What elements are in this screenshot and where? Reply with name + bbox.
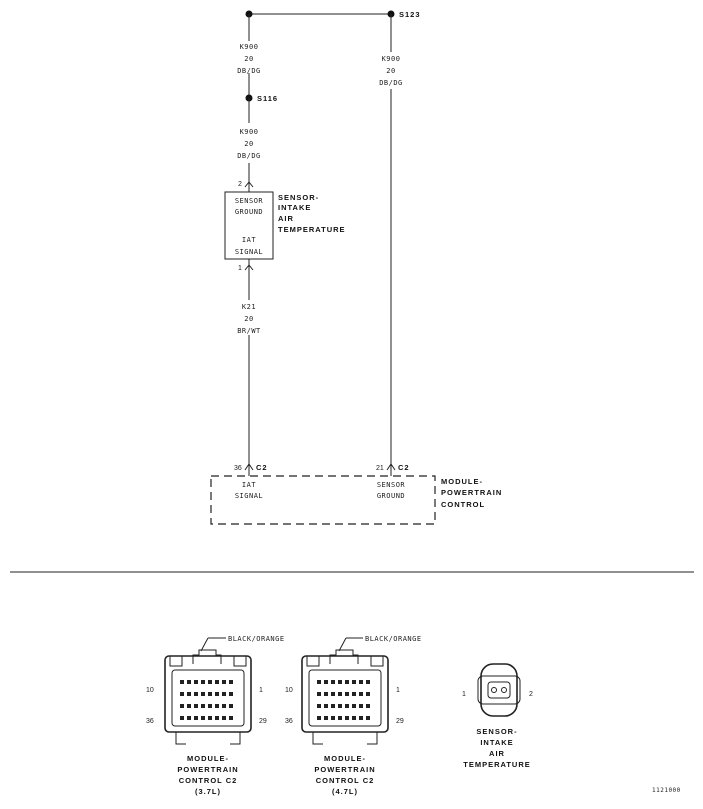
svg-text:20: 20 bbox=[244, 55, 254, 63]
svg-text:POWERTRAIN: POWERTRAIN bbox=[314, 765, 376, 774]
svg-text:SENSOR: SENSOR bbox=[376, 481, 406, 489]
wire-label-k900-upper bbox=[237, 43, 261, 75]
svg-text:BR/WT: BR/WT bbox=[237, 327, 261, 335]
pcm-conn-right: C2 bbox=[398, 463, 410, 472]
svg-text:GROUND: GROUND bbox=[234, 208, 264, 216]
splice-s116-label: S116 bbox=[257, 94, 279, 103]
pin-1: 1 bbox=[259, 687, 263, 694]
iat-sensor-component bbox=[225, 181, 346, 272]
pin-36: 36 bbox=[285, 718, 293, 725]
svg-text:K900: K900 bbox=[381, 55, 401, 63]
svg-text:GROUND: GROUND bbox=[376, 492, 406, 500]
connector-latch bbox=[193, 650, 221, 664]
svg-text:DB/DG: DB/DG bbox=[237, 152, 261, 160]
svg-text:INTAKE: INTAKE bbox=[480, 738, 514, 747]
svg-text:AIR: AIR bbox=[278, 214, 294, 223]
svg-text:K21: K21 bbox=[241, 303, 257, 311]
svg-text:SIGNAL: SIGNAL bbox=[234, 492, 264, 500]
pin-29: 29 bbox=[396, 718, 404, 725]
connector-color-label: BLACK/ORANGE bbox=[228, 635, 285, 643]
iat-pin-1: 1 bbox=[238, 265, 242, 272]
svg-text:MODULE-: MODULE- bbox=[441, 477, 483, 486]
svg-text:20: 20 bbox=[244, 315, 254, 323]
wiring-section bbox=[211, 10, 502, 524]
svg-text:DB/DG: DB/DG bbox=[237, 67, 261, 75]
pin-36: 36 bbox=[146, 718, 154, 725]
svg-text:DB/DG: DB/DG bbox=[379, 79, 403, 87]
connector-view-4-7l bbox=[285, 635, 422, 796]
sensor-pin-1: 1 bbox=[462, 691, 466, 698]
pcm-conn-left: C2 bbox=[256, 463, 268, 472]
pin-29: 29 bbox=[259, 718, 267, 725]
iat-sensor-title bbox=[278, 193, 346, 234]
svg-text:TEMPERATURE: TEMPERATURE bbox=[463, 760, 531, 769]
pcm-component bbox=[211, 460, 502, 524]
pcm-pin-36: 36 bbox=[234, 465, 242, 472]
pcm-title bbox=[441, 477, 502, 509]
svg-text:POWERTRAIN: POWERTRAIN bbox=[441, 488, 503, 497]
svg-text:MODULE-: MODULE- bbox=[187, 754, 229, 763]
sensor-connector-view bbox=[462, 664, 533, 769]
sensor-connector-caption bbox=[463, 727, 531, 769]
svg-text:K900: K900 bbox=[239, 43, 259, 51]
splice-s123-label: S123 bbox=[399, 10, 421, 19]
connector-caption bbox=[177, 754, 238, 796]
svg-text:MODULE-: MODULE- bbox=[324, 754, 366, 763]
svg-text:TEMPERATURE: TEMPERATURE bbox=[278, 225, 346, 234]
iat-pin-2: 2 bbox=[238, 181, 242, 188]
svg-text:SENSOR-: SENSOR- bbox=[476, 727, 518, 736]
connector-latch bbox=[330, 650, 358, 664]
svg-text:SENSOR: SENSOR bbox=[234, 197, 264, 205]
svg-text:(3.7L): (3.7L) bbox=[194, 787, 222, 796]
svg-text:CONTROL C2: CONTROL C2 bbox=[178, 776, 238, 785]
svg-text:20: 20 bbox=[244, 140, 254, 148]
pin-array bbox=[180, 680, 233, 720]
figure-id: 1121000 bbox=[652, 787, 681, 794]
connector-view-3-7l bbox=[146, 635, 285, 796]
wire-label-k900-right bbox=[379, 55, 403, 87]
svg-text:(4.7L): (4.7L) bbox=[331, 787, 359, 796]
svg-text:IAT: IAT bbox=[241, 236, 257, 244]
wire-label-k900-lower bbox=[237, 128, 261, 160]
connector-color-label: BLACK/ORANGE bbox=[365, 635, 422, 643]
pcm-pin-21: 21 bbox=[376, 465, 384, 472]
pin-1: 1 bbox=[396, 687, 400, 694]
svg-text:AIR: AIR bbox=[489, 749, 505, 758]
svg-text:SIGNAL: SIGNAL bbox=[234, 248, 264, 256]
svg-text:20: 20 bbox=[386, 67, 396, 75]
svg-text:POWERTRAIN: POWERTRAIN bbox=[177, 765, 239, 774]
svg-text:INTAKE: INTAKE bbox=[278, 203, 312, 212]
svg-text:IAT: IAT bbox=[241, 481, 257, 489]
svg-text:K900: K900 bbox=[239, 128, 259, 136]
pin-10: 10 bbox=[285, 687, 293, 694]
svg-text:CONTROL C2: CONTROL C2 bbox=[315, 776, 375, 785]
pin-10: 10 bbox=[146, 687, 154, 694]
sensor-pin-2: 2 bbox=[529, 691, 533, 698]
wire-label-k21 bbox=[237, 303, 261, 335]
pin-array bbox=[317, 680, 370, 720]
svg-text:CONTROL: CONTROL bbox=[441, 500, 486, 509]
svg-text:SENSOR-: SENSOR- bbox=[278, 193, 320, 202]
connector-caption bbox=[314, 754, 375, 796]
